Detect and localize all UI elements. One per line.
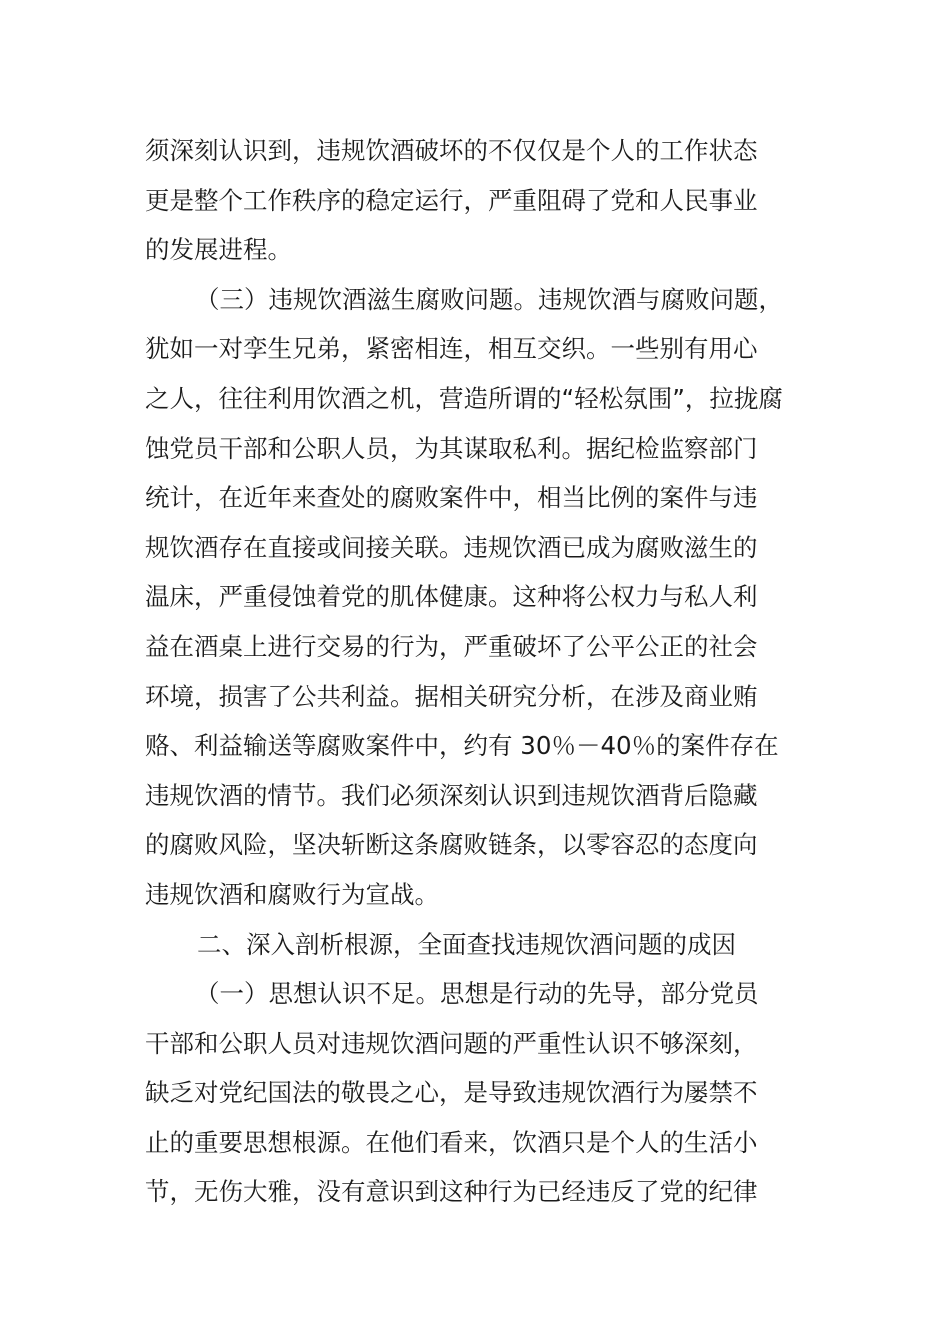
text-line: 缺乏对党纪国法的敬畏之心，是导致违规饮酒行为屡禁不 (145, 1078, 758, 1108)
text-line: 环境，损害了公共利益。据相关研究分析，在涉及商业贿 (145, 681, 758, 711)
text-line: 犹如一对孪生兄弟，紧密相连，相互交织。一些别有用心 (145, 334, 758, 364)
text-line: 赂、利益输送等腐败案件中，约有 30％－40％的案件存在 (145, 731, 779, 761)
section-heading: 二、深入剖析根源，全面查找违规饮酒问题的成因 (197, 929, 736, 959)
text-line: 蚀党员干部和公职人员，为其谋取私利。据纪检监察部门 (145, 433, 758, 463)
text-line: 节，无伤大雅，没有意识到这种行为已经违反了党的纪律 (145, 1177, 758, 1207)
text-line: 规饮酒存在直接或间接关联。违规饮酒已成为腐败滋生的 (145, 532, 758, 562)
text-line: 的发展进程。 (145, 235, 292, 265)
text-line: 更是整个工作秩序的稳定运行，严重阻碍了党和人民事业 (145, 185, 758, 215)
text-line: 违规饮酒的情节。我们必须深刻认识到违规饮酒背后隐藏 (145, 780, 758, 810)
paragraph-start-line: （一）思想认识不足。思想是行动的先导，部分党员 (195, 979, 759, 1009)
text-line: 统计，在近年来查处的腐败案件中，相当比例的案件与违 (145, 483, 758, 513)
text-line: 须深刻认识到，违规饮酒破坏的不仅仅是个人的工作状态 (145, 136, 758, 165)
paragraph-start-line: （三）违规饮酒滋生腐败问题。违规饮酒与腐败问题， (195, 284, 783, 314)
text-line: 干部和公职人员对违规饮酒问题的严重性认识不够深刻， (145, 1028, 758, 1058)
text-line: 的腐败风险，坚决斩断这条腐败链条，以零容忍的态度向 (145, 830, 758, 860)
text-line: 温床，严重侵蚀着党的肌体健康。这种将公权力与私人利 (145, 582, 758, 612)
text-line: 之人，往往利用饮酒之机，营造所谓的“轻松氛围”，拉拢腐 (145, 383, 783, 413)
text-line: 益在酒桌上进行交易的行为，严重破坏了公平公正的社会 (145, 631, 758, 661)
text-line: 止的重要思想根源。在他们看来，饮酒只是个人的生活小 (145, 1127, 758, 1157)
document-body (145, 126, 835, 1217)
text-line: 违规饮酒和腐败行为宣战。 (145, 879, 439, 909)
